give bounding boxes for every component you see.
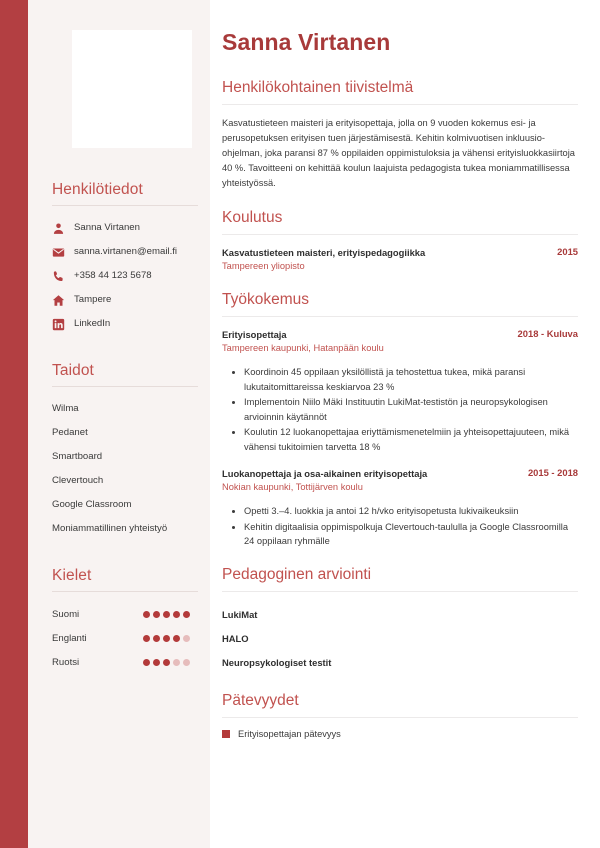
skill-item: Google Classroom <box>52 499 132 510</box>
sidebar-heading-skills: Taidot <box>52 362 94 379</box>
rating-dot <box>153 659 160 666</box>
experience-bullets <box>222 365 578 455</box>
skill-item: Moniammatillinen yhteistyö <box>52 523 168 534</box>
divider <box>222 591 578 592</box>
experience-date: 2015 - 2018 <box>527 466 578 478</box>
bullet-item: • Koulutin 12 luokanopettajaa eriyttämismenetelmiin ja yhteisopettajuuteen, mikä vähensi tukitoimien tarvetta 18 % <box>244 425 578 454</box>
language-name: Ruotsi <box>52 656 80 668</box>
experience-date: 2018 - Kuluva <box>517 327 578 339</box>
contact-value-email: sanna.virtanen@email.fi <box>74 246 178 258</box>
education-organization: Tampereen yliopisto <box>222 260 305 271</box>
rating-dot <box>183 659 190 666</box>
section-heading-experience: Työkokemus <box>222 290 310 308</box>
divider <box>222 717 578 718</box>
language-row <box>52 626 198 650</box>
bullet-item: • Kehitin digitaalisia oppimispolkuja Clevertouch-taululla ja Google Classroomilla 24 oppilaan ryhmälle <box>244 520 578 549</box>
experience-title: Erityisopettaja <box>222 328 287 340</box>
rating-dot <box>163 659 170 666</box>
experience-entry <box>222 328 578 455</box>
divider <box>222 234 578 235</box>
contact-row-name <box>52 216 198 240</box>
left-accent-bar <box>0 0 28 848</box>
experience-entry <box>222 467 578 549</box>
section-qualifications <box>222 692 578 739</box>
rating-dot <box>163 635 170 642</box>
language-row <box>52 650 198 674</box>
phone-icon <box>52 270 74 283</box>
languages-list <box>52 602 198 674</box>
language-name: Englanti <box>52 632 87 644</box>
square-bullet-icon <box>222 730 230 738</box>
section-heading-assessment: Pedagoginen arviointi <box>222 565 372 583</box>
rating-dot <box>173 611 180 618</box>
education-date: 2015 <box>557 245 578 257</box>
assessment-item: Neuropsykologiset testit <box>222 656 332 668</box>
skill-item: Smartboard <box>52 451 103 462</box>
section-assessment <box>222 566 578 675</box>
rating-dot <box>143 611 150 618</box>
sidebar-heading-personal: Henkilötiedot <box>52 181 143 198</box>
contact-row-email[interactable] <box>52 240 198 264</box>
section-heading-qualifications: Pätevyydet <box>222 691 299 709</box>
section-heading-summary: Henkilökohtainen tiivistelmä <box>222 79 414 97</box>
assessment-item: LukiMat <box>222 608 258 620</box>
summary-text: Kasvatustieteen maisteri ja erityisopettaja, jolla on 9 vuoden kokemus esi- ja perusopetuksen erityisen tuen järjestämisestä. Kehitin kolmivuotisen inkluusio-ohjelman, joka paransi 87 % oppilaiden oppimistuloksia ja vähensi erityisluokkasiirtoja 40 %. Tavoitteeni on kehittää koulun laajuista pedagogista tukea moniammatillisessa yhteistyössä. <box>222 118 575 189</box>
rating-dot <box>183 635 190 642</box>
assessment-item: HALO <box>222 632 249 644</box>
bullet-item: • Implementoin Niilo Mäki Instituutin LukiMat-testistön ja neuropsykologisen arvioinnin käytännöt <box>244 395 578 424</box>
sidebar <box>28 0 210 848</box>
section-education <box>222 209 578 274</box>
rating-dot <box>173 635 180 642</box>
experience-bullets <box>222 504 578 549</box>
contact-value-phone: +358 44 123 5678 <box>74 270 152 282</box>
sidebar-heading-languages: Kielet <box>52 567 92 584</box>
section-heading-education: Koulutus <box>222 208 283 226</box>
language-rating <box>143 635 190 642</box>
bullet-item: • Opetti 3.–4. luokkia ja antoi 12 h/vko erityisopetusta lukivaikeuksiin <box>244 504 578 519</box>
education-entry <box>222 246 578 274</box>
education-title: Kasvatustieteen maisteri, erityispedagogiikka <box>222 246 426 258</box>
linkedin-icon <box>52 318 74 331</box>
rating-dot <box>143 635 150 642</box>
experience-organization: Nokian kaupunki, Tottijärven koulu <box>222 482 363 492</box>
contact-row-linkedin[interactable] <box>52 312 198 336</box>
entry-header <box>222 467 578 480</box>
rating-dot <box>143 659 150 666</box>
rating-dot <box>153 611 160 618</box>
contact-value-linkedin: LinkedIn <box>74 318 111 330</box>
envelope-icon <box>52 246 74 259</box>
home-icon <box>52 294 74 307</box>
skills-list <box>52 397 198 541</box>
contact-row-phone[interactable] <box>52 264 198 288</box>
rating-dot <box>183 611 190 618</box>
contact-value-name: Sanna Virtanen <box>74 222 140 234</box>
bullet-item: • Koordinoin 45 oppilaan yksilöllistä ja tehostettua tukea, mikä paransi lukutaitomittareissa keskiarvoa 23 % <box>244 365 578 394</box>
entry-header <box>222 246 578 259</box>
person-icon <box>52 222 74 235</box>
divider <box>52 591 198 592</box>
entry-header <box>222 328 578 341</box>
divider <box>52 205 198 206</box>
qualification-row <box>222 729 578 739</box>
language-name: Suomi <box>52 608 80 620</box>
section-experience <box>222 291 578 549</box>
contact-value-location: Tampere <box>74 294 112 306</box>
experience-title: Luokanopettaja ja osa-aikainen erityisopettaja <box>222 467 428 479</box>
rating-dot <box>163 611 170 618</box>
rating-dot <box>173 659 180 666</box>
contact-row-location <box>52 288 198 312</box>
contact-list <box>52 216 198 336</box>
experience-organization: Tampereen kaupunki, Hatanpään koulu <box>222 343 384 354</box>
page-title: Sanna Virtanen <box>222 29 391 55</box>
divider <box>52 386 198 387</box>
language-rating <box>143 659 190 666</box>
section-summary <box>222 79 578 191</box>
main-content <box>210 0 600 848</box>
divider <box>222 316 578 317</box>
divider <box>222 104 578 105</box>
skill-item: Pedanet <box>52 427 88 438</box>
profile-photo-placeholder <box>72 30 192 148</box>
skill-item: Clevertouch <box>52 475 104 486</box>
rating-dot <box>153 635 160 642</box>
qualification-label: Erityisopettajan pätevyys <box>238 728 341 739</box>
language-rating <box>143 611 190 618</box>
language-row <box>52 602 198 626</box>
skill-item: Wilma <box>52 403 79 414</box>
